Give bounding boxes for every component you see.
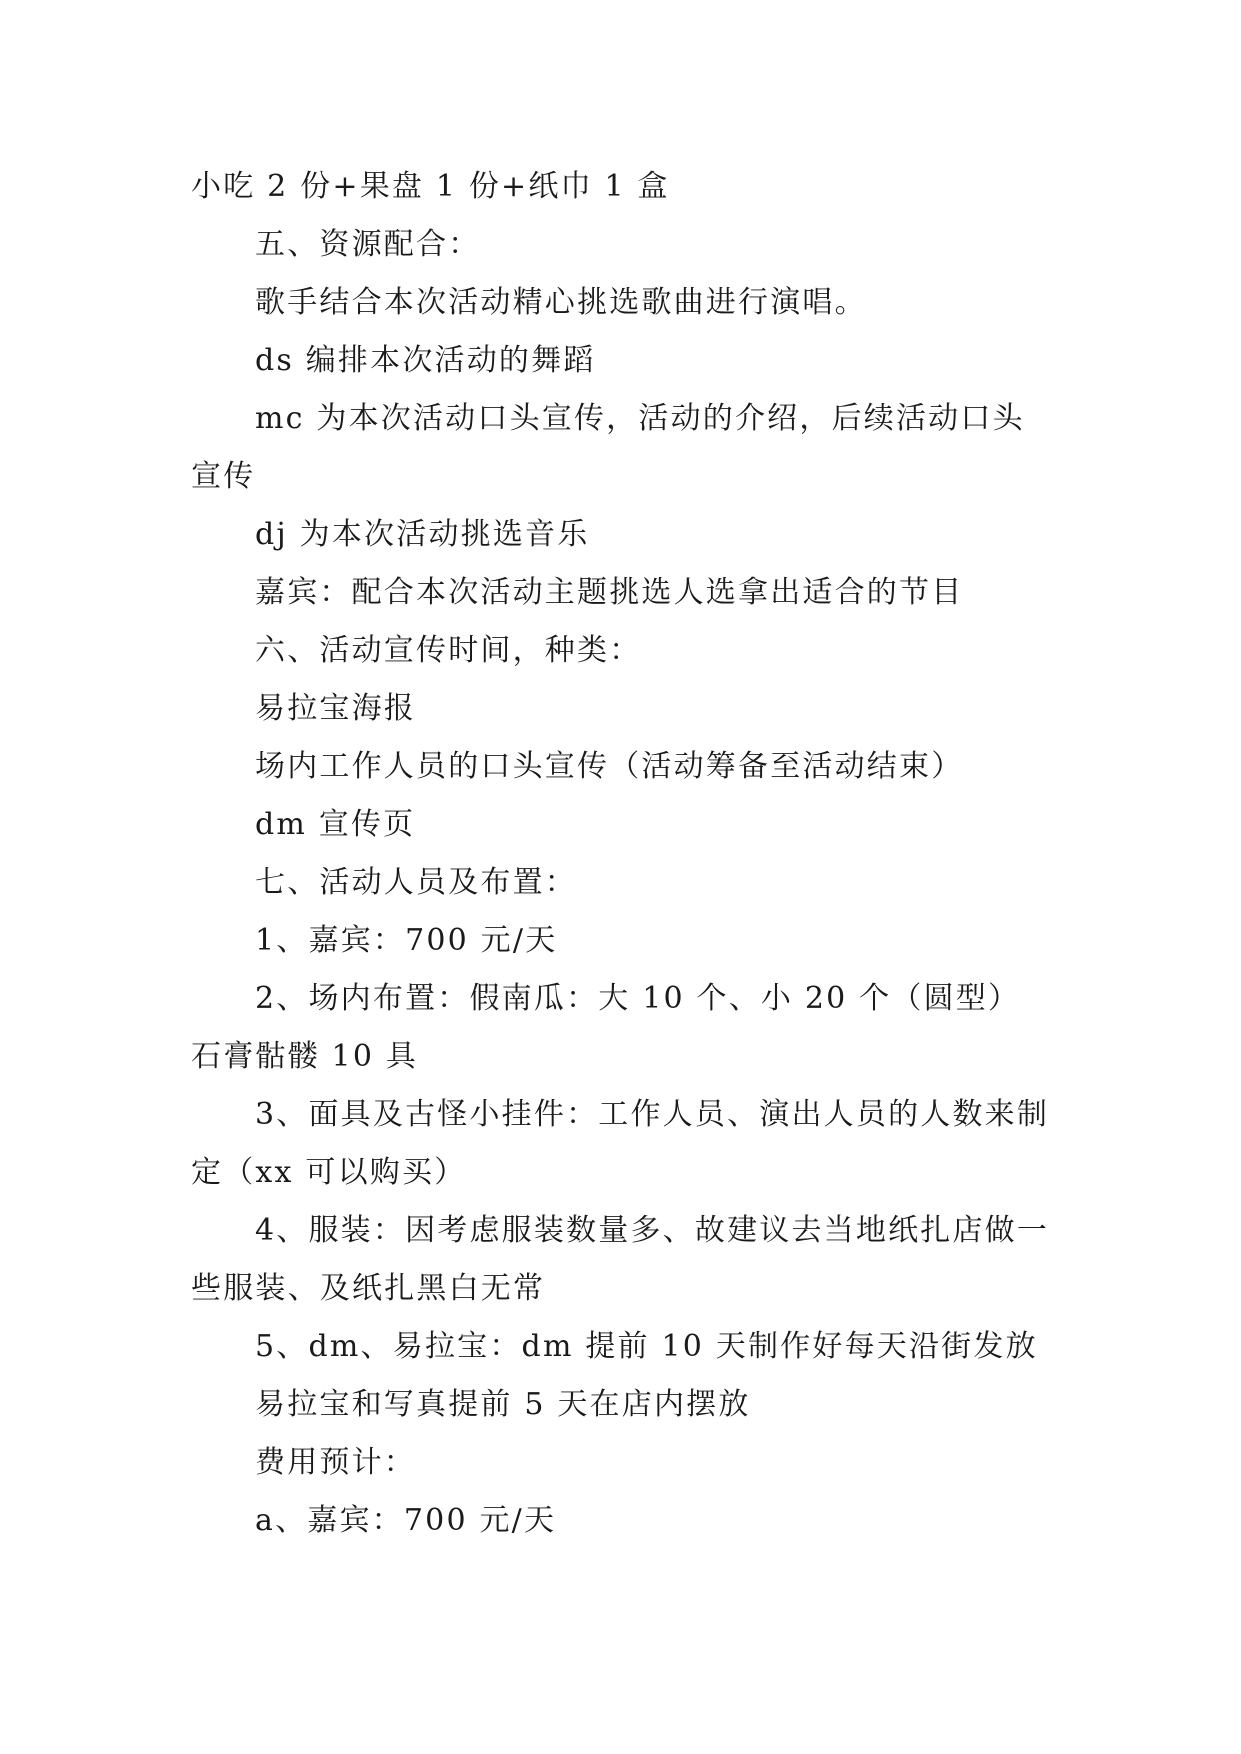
- paragraph-mc: mc 为本次活动口头宣传，活动的介绍，后续活动口头宣传: [191, 401, 1025, 494]
- list-item-costumes: 4、服装：因考虑服装数量多、故建议去当地纸扎店做一些服装、及纸扎黑白无常: [191, 1213, 1050, 1306]
- heading-resource-coordination: 五、资源配合：: [255, 227, 481, 262]
- heading-promotion: 六、活动宣传时间，种类：: [255, 633, 642, 668]
- document-body: [191, 158, 1051, 1550]
- list-item-venue-decor: 2、场内布置：假南瓜：大 10 个、小 20 个（圆型）石膏骷髅 10 具: [191, 981, 1021, 1074]
- paragraph-rollup-display: 易拉宝和写真提前 5 天在店内摆放: [255, 1387, 751, 1422]
- heading-cost-estimate: 费用预计：: [255, 1445, 416, 1480]
- list-item-cost-guest: a、嘉宾：700 元/天: [255, 1503, 557, 1538]
- paragraph-singer: 歌手结合本次活动精心挑选歌曲进行演唱。: [255, 285, 867, 320]
- list-item-dm-rollup: 5、dm、易拉宝：dm 提前 10 天制作好每天沿街发放: [255, 1329, 1038, 1364]
- paragraph-dj: dj 为本次活动挑选音乐: [255, 517, 590, 552]
- paragraph-rollup-poster: 易拉宝海报: [255, 691, 416, 726]
- list-item-guest-fee: 1、嘉宾：700 元/天: [255, 923, 558, 958]
- paragraph-staff-promotion: 场内工作人员的口头宣传（活动筹备至活动结束）: [255, 749, 964, 784]
- paragraph-guest: 嘉宾：配合本次活动主题挑选人选拿出适合的节目: [255, 575, 964, 610]
- paragraph-ds: ds 编排本次活动的舞蹈: [255, 343, 596, 378]
- heading-staff-layout: 七、活动人员及布置：: [255, 865, 577, 900]
- paragraph-dm-flyer: dm 宣传页: [255, 807, 416, 842]
- paragraph-snacks: 小吃 2 份+果盘 1 份+纸巾 1 盒: [191, 169, 670, 204]
- list-item-masks: 3、面具及古怪小挂件：工作人员、演出人员的人数来制定（xx 可以购买）: [191, 1097, 1050, 1190]
